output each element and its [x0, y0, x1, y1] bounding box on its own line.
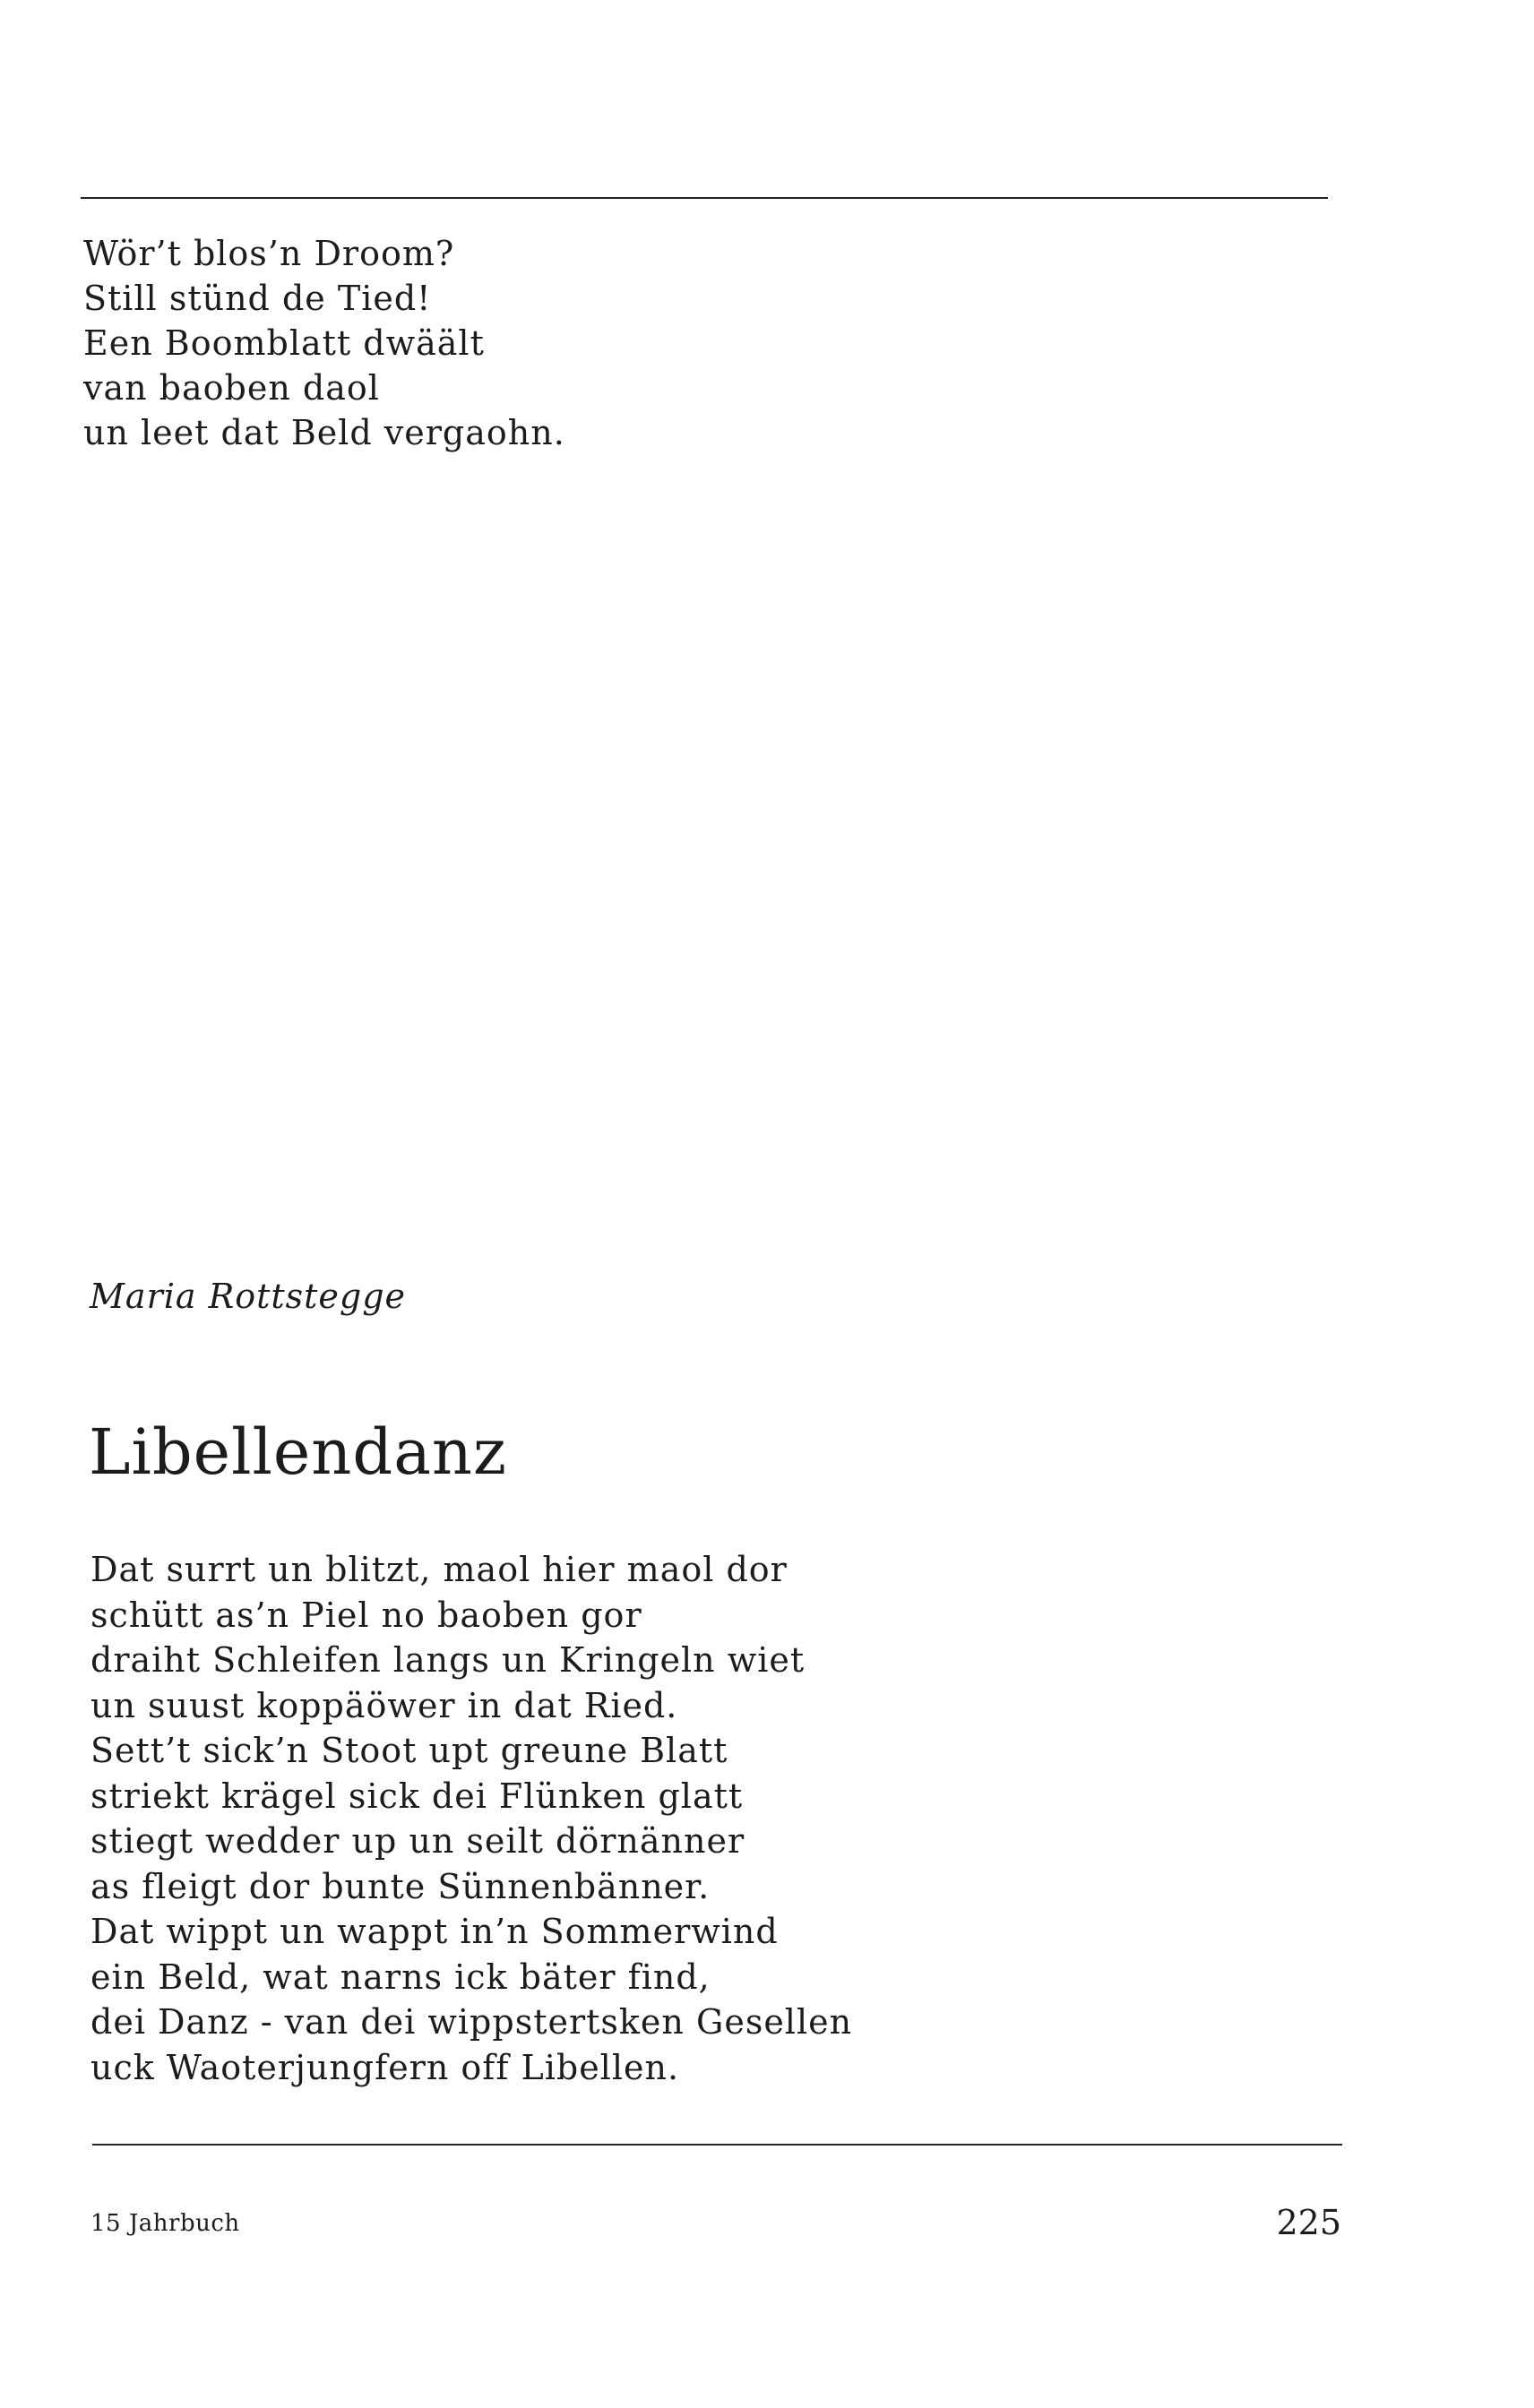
poem-line: Still stünd de Tied!	[83, 279, 432, 318]
author-name: Maria Rottstegge	[90, 1277, 407, 1316]
poem-line: draiht Schleifen langs un Kringeln wiet	[90, 1640, 806, 1680]
top-rule	[81, 197, 1328, 199]
page-number: 225	[1276, 2203, 1341, 2242]
poem-title: Libellendanz	[89, 1415, 507, 1489]
poem-line: schütt as’n Piel no baoben gor	[90, 1595, 642, 1635]
poem-line: striekt krägel sick dei Flünken glatt	[90, 1776, 744, 1816]
poem-line: uck Waoterjungfern off Libellen.	[90, 2047, 680, 2087]
poem-line: van baoben daol	[83, 368, 380, 408]
poem-line: un leet dat Beld vergaohn.	[83, 413, 565, 452]
poem-line: dei Danz - van dei wippstertsken Gesellen	[90, 2002, 853, 2042]
bottom-rule	[92, 2144, 1342, 2146]
main-poem	[90, 1547, 852, 2090]
poem-line: Wör’t blos’n Droom?	[83, 234, 455, 273]
poem-line: Een Boomblatt dwäält	[83, 323, 485, 363]
poem-line: un suust koppäöwer in dat Ried.	[90, 1685, 678, 1725]
top-poem	[83, 231, 565, 455]
poem-line: stiegt wedder up un seilt dörnänner	[90, 1821, 745, 1861]
poem-line: ein Beld, wat narns ick bäter find,	[90, 1956, 711, 1997]
poem-line: Dat surrt un blitzt, maol hier maol dor	[90, 1550, 788, 1589]
poem-line: Sett’t sick’n Stoot upt greune Blatt	[90, 1731, 728, 1770]
poem-line: Dat wippt un wappt in’n Sommerwind	[90, 1912, 779, 1951]
poem-line: as fleigt dor bunte Sünnenbänner.	[90, 1866, 711, 1906]
footer-book-label: 15 Jahrbuch	[90, 2210, 240, 2237]
